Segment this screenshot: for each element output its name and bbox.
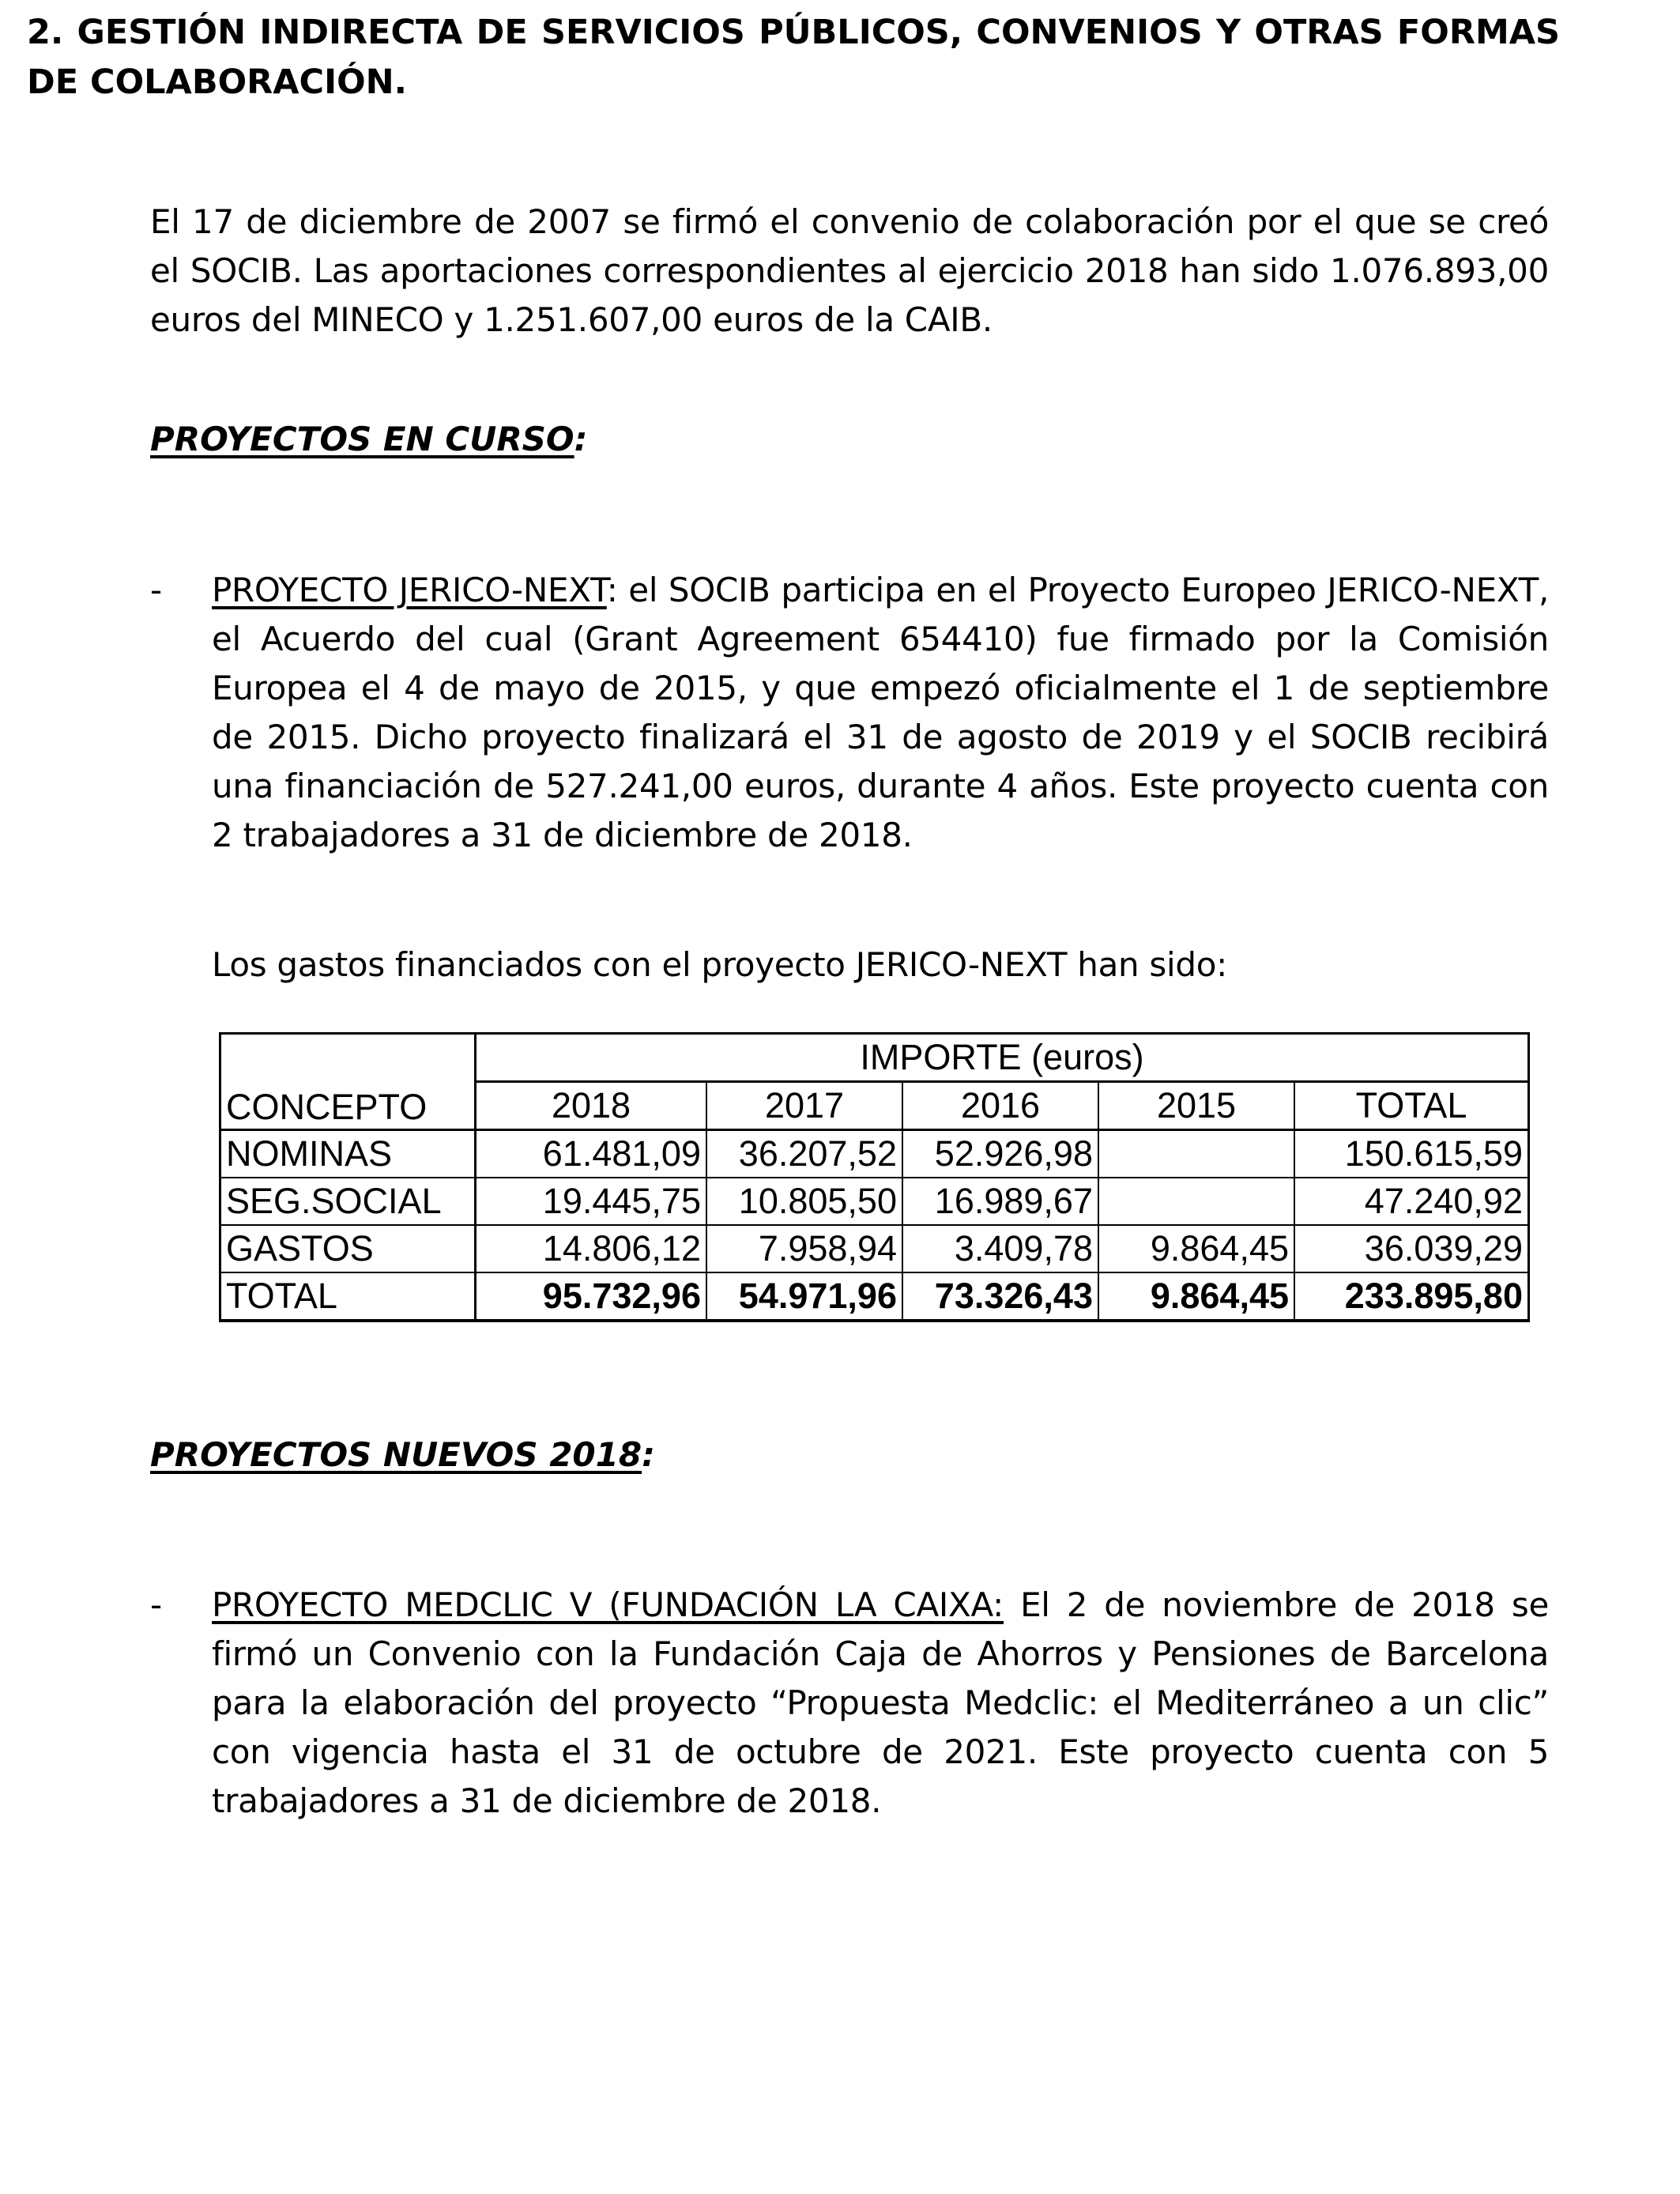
year-header-2017: 2017	[706, 1082, 902, 1130]
cell-value	[1098, 1178, 1294, 1225]
cell-value: 14.806,12	[476, 1225, 707, 1272]
cell-value: 36.039,29	[1294, 1225, 1529, 1272]
bullet-jerico-next-text	[212, 566, 1549, 860]
total-row-label: TOTAL	[220, 1272, 476, 1321]
cell-value: 47.240,92	[1294, 1178, 1529, 1225]
bullet-medclic-text	[212, 1581, 1549, 1826]
bullet-dash: -	[150, 571, 163, 609]
section-heading: 2. GESTIÓN INDIRECTA DE SERVICIOS PÚBLICOS, CONVENIOS Y OTRAS FORMAS DE COLABORACIÓN.	[27, 13, 1560, 102]
cell-value: 3.409,78	[902, 1225, 1098, 1272]
table-row	[220, 1225, 1529, 1272]
medclic-title: PROYECTO MEDCLIC V (FUNDACIÓN LA CAIXA:	[212, 1585, 1004, 1624]
subheading-proyectos-nuevos	[150, 1431, 655, 1480]
bullet-dash: -	[150, 1585, 163, 1624]
importe-group-header: IMPORTE (euros)	[476, 1034, 1529, 1082]
cell-value: 10.805,50	[706, 1178, 902, 1225]
cell-value: 7.958,94	[706, 1225, 902, 1272]
subheading-proyectos-nuevos-title: PROYECTOS NUEVOS 2018	[150, 1435, 642, 1474]
concept-header: CONCEPTO	[226, 1087, 428, 1127]
total-cell-value: 233.895,80	[1294, 1272, 1529, 1321]
cell-value: 16.989,67	[902, 1178, 1098, 1225]
cell-value: 19.445,75	[476, 1178, 707, 1225]
table-total-row	[220, 1272, 1529, 1321]
total-cell-value: 73.326,43	[902, 1272, 1098, 1321]
table-intro-text: Los gastos financiados con el proyecto JERICO-NEXT han sido:	[212, 945, 1227, 984]
jerico-next-body: : el SOCIB participa en el Proyecto Europeo JERICO-NEXT, el Acuerdo del cual (Grant Agreement 654410) fue firmado por la Comisión Europea el 4 de mayo de 2015, y que empezó oficialmente el 1 de septiembre de 2015. Dicho proyecto finalizará el 31 de agosto de 2019 y el SOCIB recibirá una financiación de 527.241,00 euros, durante 4 años. Este proyecto cuenta con 2 trabajadores a 31 de diciembre de 2018.	[212, 571, 1549, 854]
cell-value: 9.864,45	[1098, 1225, 1294, 1272]
cell-value	[1098, 1130, 1294, 1178]
subheading-proyectos-en-curso-title: PROYECTOS EN CURSO	[150, 420, 574, 458]
cell-value: 36.207,52	[706, 1130, 902, 1178]
subheading-proyectos-nuevos-suffix: :	[642, 1435, 655, 1474]
jerico-next-title: PROYECTO JERICO-NEXT	[212, 571, 607, 609]
cell-value: 52.926,98	[902, 1130, 1098, 1178]
year-header-2016: 2016	[902, 1082, 1098, 1130]
total-cell-value: 9.864,45	[1098, 1272, 1294, 1321]
medclic-body: El 2 de noviembre de 2018 se firmó un Convenio con la Fundación Caja de Ahorros y Pensiones de Barcelona para la elaboración del proyecto “Propuesta Medclic: el Mediterráneo a un clic” con vigencia hasta el 31 de octubre de 2021. Este proyecto cuenta con 5 trabajadores a 31 de diciembre de 2018.	[212, 1585, 1549, 1820]
concept-header-cell	[220, 1034, 476, 1130]
total-cell-value: 95.732,96	[476, 1272, 707, 1321]
year-header-2018: 2018	[476, 1082, 707, 1130]
table-header-row-group	[220, 1034, 1529, 1082]
row-label: SEG.SOCIAL	[220, 1178, 476, 1225]
year-header-2015: 2015	[1098, 1082, 1294, 1130]
table-row	[220, 1130, 1529, 1178]
total-cell-value: 54.971,96	[706, 1272, 902, 1321]
table-row	[220, 1178, 1529, 1225]
cell-value: 61.481,09	[476, 1130, 707, 1178]
row-label: GASTOS	[220, 1225, 476, 1272]
row-label: NOMINAS	[220, 1130, 476, 1178]
expenses-table	[219, 1032, 1530, 1322]
year-header-total: TOTAL	[1294, 1082, 1529, 1130]
intro-paragraph: El 17 de diciembre de 2007 se firmó el convenio de colaboración por el que se creó el SOCIB. Las aportaciones correspondientes al ejercicio 2018 han sido 1.076.893,00 euros del MINECO y 1.251.607,00 euros de la CAIB.	[150, 202, 1549, 339]
cell-value: 150.615,59	[1294, 1130, 1529, 1178]
subheading-proyectos-en-curso	[150, 415, 587, 464]
subheading-proyectos-en-curso-suffix: :	[574, 420, 588, 458]
